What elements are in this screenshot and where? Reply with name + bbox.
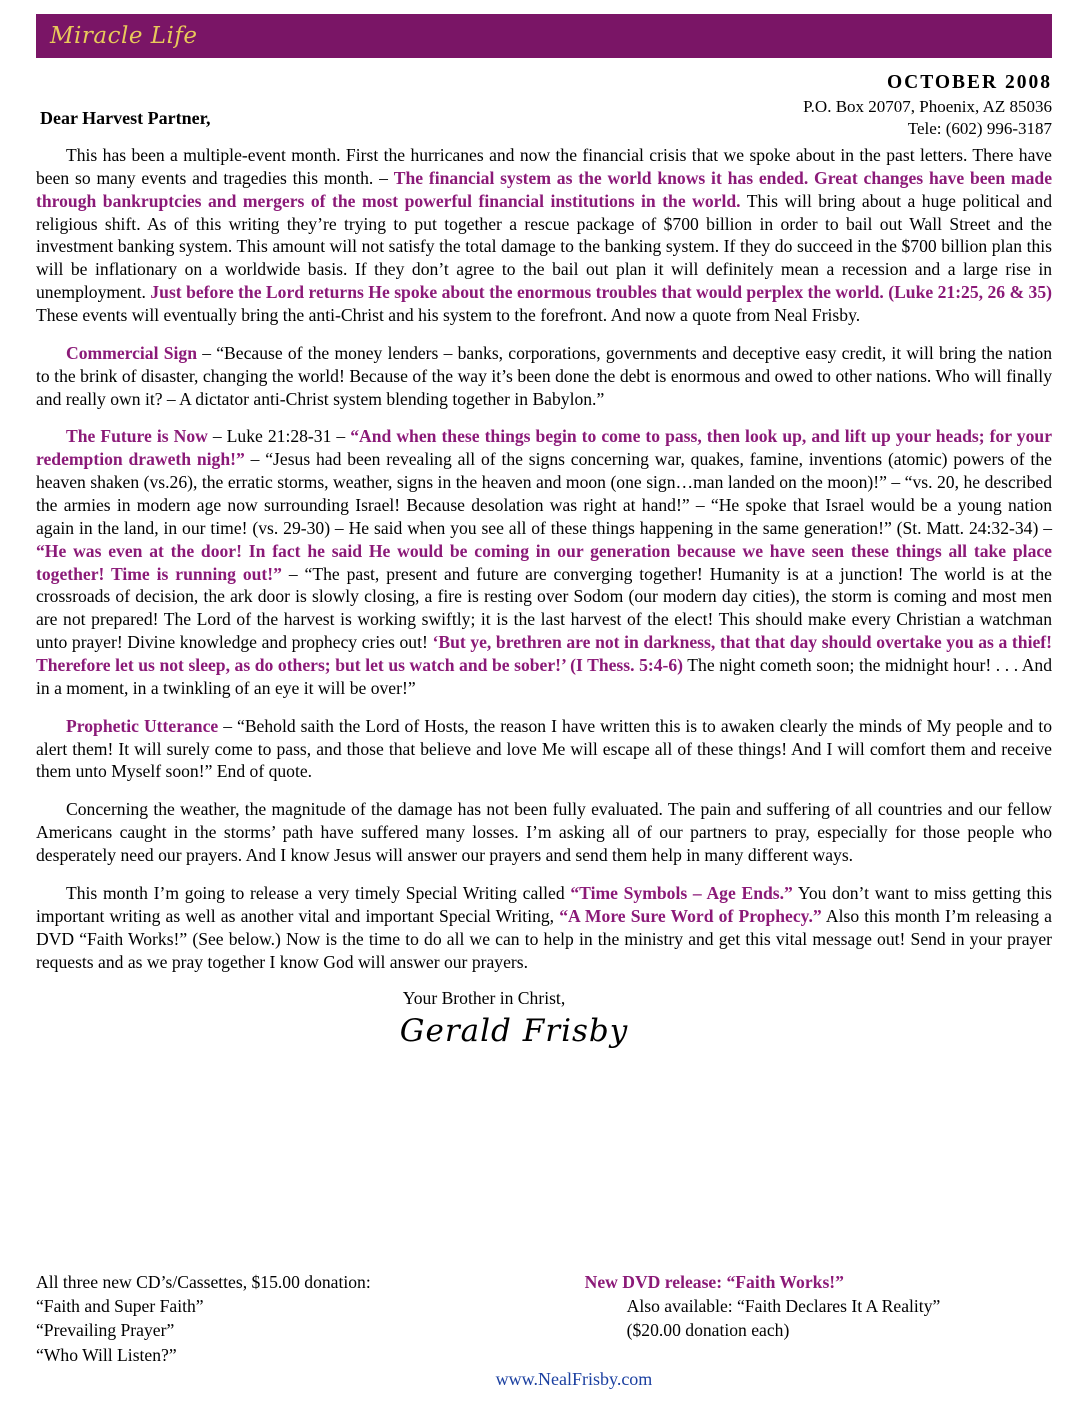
signature [0,1013,1052,1067]
letter-body [36,144,1052,973]
paragraph-special-writing [36,882,1052,973]
cd-item-2: “Prevailing Prayer” [36,1320,175,1341]
mailing-address: P.O. Box 20707, Phoenix, AZ 85036 [803,96,1052,116]
signature-text: Gerald Frisby [399,1013,629,1050]
footer-left-column [36,1270,564,1367]
p6-text-a: This month I’m going to release a very timely Special Writing called [66,882,571,903]
p1-text-c: These events will eventually bring the anti-Christ and his system to the forefront. And now a quote from Neal Frisby. [36,305,861,326]
commercial-sign-lead: Commercial Sign [66,342,197,363]
masthead-banner [36,14,1052,58]
prophetic-utterance-lead: Prophetic Utterance [66,715,219,736]
letter-header [36,70,1052,139]
p1-highlight-2: Just before the Lord returns He spoke about the enormous troubles that would perplex the world. (Luke 21:25, 26 & 35) [150,282,1053,303]
p6-highlight-2: “A More Sure Word of Prophecy.” [559,905,822,926]
salutation: Dear Harvest Partner, [40,108,211,128]
p6-text-c: Also this month I’m releasing a DVD “Faith Works!” (See below.) Now is the time to do all we can to help in the ministry and get this vital message out! Send in your prayer requests and as we pray together I know God will answer our prayers. [36,905,1052,972]
paragraph-1 [36,144,1052,327]
p3-highlight-3: ‘But ye, brethren are not in darkness, that that day should overtake you as a thief! Therefore let us not sleep, as do others; but let us watch and be sober!’ (I Thess. 5:4-6) [36,632,1052,676]
p5-text: Concerning the weather, the magnitude of the damage has not been fully evaluated. The pain and suffering of all countries and our fellow Americans caught in the storms’ path have suffered many losses. I’m asking all of our partners to pray, especially for those people who desperately need our prayers. And I know Jesus will answer our prayers and send them help in many different ways. [36,799,1052,866]
p3-highlight-1: “And when these things begin to come to pass, then look up, and lift up your heads; for your redemption draweth nigh!” [36,426,1052,470]
dvd-donation-note: ($20.00 donation each) [626,1320,790,1341]
phone-number: Tele: (602) 996-3187 [907,119,1052,139]
p3-text-a: – Luke 21:28-31 – [207,426,351,447]
p3-text-c: – “The past, present and future are converging together! Humanity is at a junction! The world is at the crossroads of decision, the ark door is slowly closing, a fire is resting over Sodom (our modern day cities), the storm is coming and most men are not prepared! The Lord of the harvest is working swiftly; it is the last harvest of the elect! This should make every Christian a watchman unto prayer! Divine knowledge and prophecy cries out! [36,563,1052,653]
website-link[interactable]: www.NealFrisby.com [495,1369,653,1389]
cd-item-1: “Faith and Super Faith” [36,1296,204,1317]
paragraph-prophetic-utterance [36,715,1052,784]
p1-text-b: This will bring about a huge political and religious shift. As of this writing they’re trying to put together a rescue package of $700 billion in order to bail out Wall Street and the investment banking system. This amount will not satisfy the total damage to the banking system. If they do succeed in the $700 billion plan this will be inflationary on a worldwide basis. If they don’t agree to the bail out plan it will definitely mean a recession and a large rise in unemployment. [36,190,1053,303]
commercial-sign-text: – “Because of the money lenders – banks, corporations, governments and deceptive easy credit, it will bring the nation to the brink of disaster, changing the world! Because of the way it’s been done the debt is enormous and owed to other nations. Who will finally and really own it? – A dictator anti-Christ system blending together in Babylon.” [36,342,1052,409]
p3-highlight-2: “He was even at the door! In fact he said He would be coming in our generation because we have seen these things all take place together! Time is running out!” [36,540,1052,584]
p1-highlight-1: The financial system as the world knows it has ended. Great changes have been made through bankruptcies and mergers of the most powerful financial institutions in the world. [36,167,1053,211]
p6-highlight-1: “Time Symbols – Age Ends.” [570,882,793,903]
footer [36,1270,1052,1390]
paragraph-commercial-sign [36,342,1052,411]
issue-date: OCTOBER 2008 [886,72,1052,93]
p1-text-a: This has been a multiple-event month. First the hurricanes and now the financial crisis that we spoke about in the past letters. There have been so many events and tragedies this month. – [36,145,1052,188]
header-right-block [36,70,1052,141]
footer-right-column [585,1270,1052,1367]
future-is-now-lead: The Future is Now [66,426,208,447]
p3-text-d: The night cometh soon; the midnight hour! . . . And in a moment, in a twinkling of an eye it will be over!” [36,655,1052,698]
closing-line: Your Brother in Christ, [402,988,566,1009]
paragraph-future-is-now [36,425,1052,699]
prophetic-utterance-text: – “Behold saith the Lord of Hosts, the reason I have written this is to awaken clearly the minds of My people and to alert them! It will surely come to pass, and those that believe and love Me will escape all of these things! And I will comfort them and receive them unto Myself soon!” End of quote. [36,715,1052,782]
p3-text-b: – “Jesus had been revealing all of the signs concerning war, quakes, famine, inventions (atomic) powers of the heaven shaken (vs.26), the erratic storms, weather, signs in the heaven and moon (one sign…man landed on the moon)!” – “vs. 20, he described the armies in modern age now surrounding Israel! Because desolation was right at hand!” – “He spoke that Israel would be a young nation again in the land, in our time! (vs. 29-30) – He said when you see all of these things happening in the same generation!” (St. Matt. 24:32-34) – [36,449,1052,538]
footer-columns [36,1270,1052,1367]
dvd-release-heading: New DVD release: “Faith Works!” [584,1271,844,1292]
cd-item-3: “Who Will Listen?” [36,1344,177,1365]
dvd-also-available: Also available: “Faith Declares It A Reality” [626,1296,941,1317]
paragraph-weather [36,798,1052,867]
masthead-title: Miracle Life [50,23,198,49]
cd-offer-heading: All three new CD’s/Cassettes, $15.00 donation: [36,1271,371,1292]
p6-text-b: You don’t want to miss getting this important writing as well as another vital and important Special Writing, [36,882,1053,926]
